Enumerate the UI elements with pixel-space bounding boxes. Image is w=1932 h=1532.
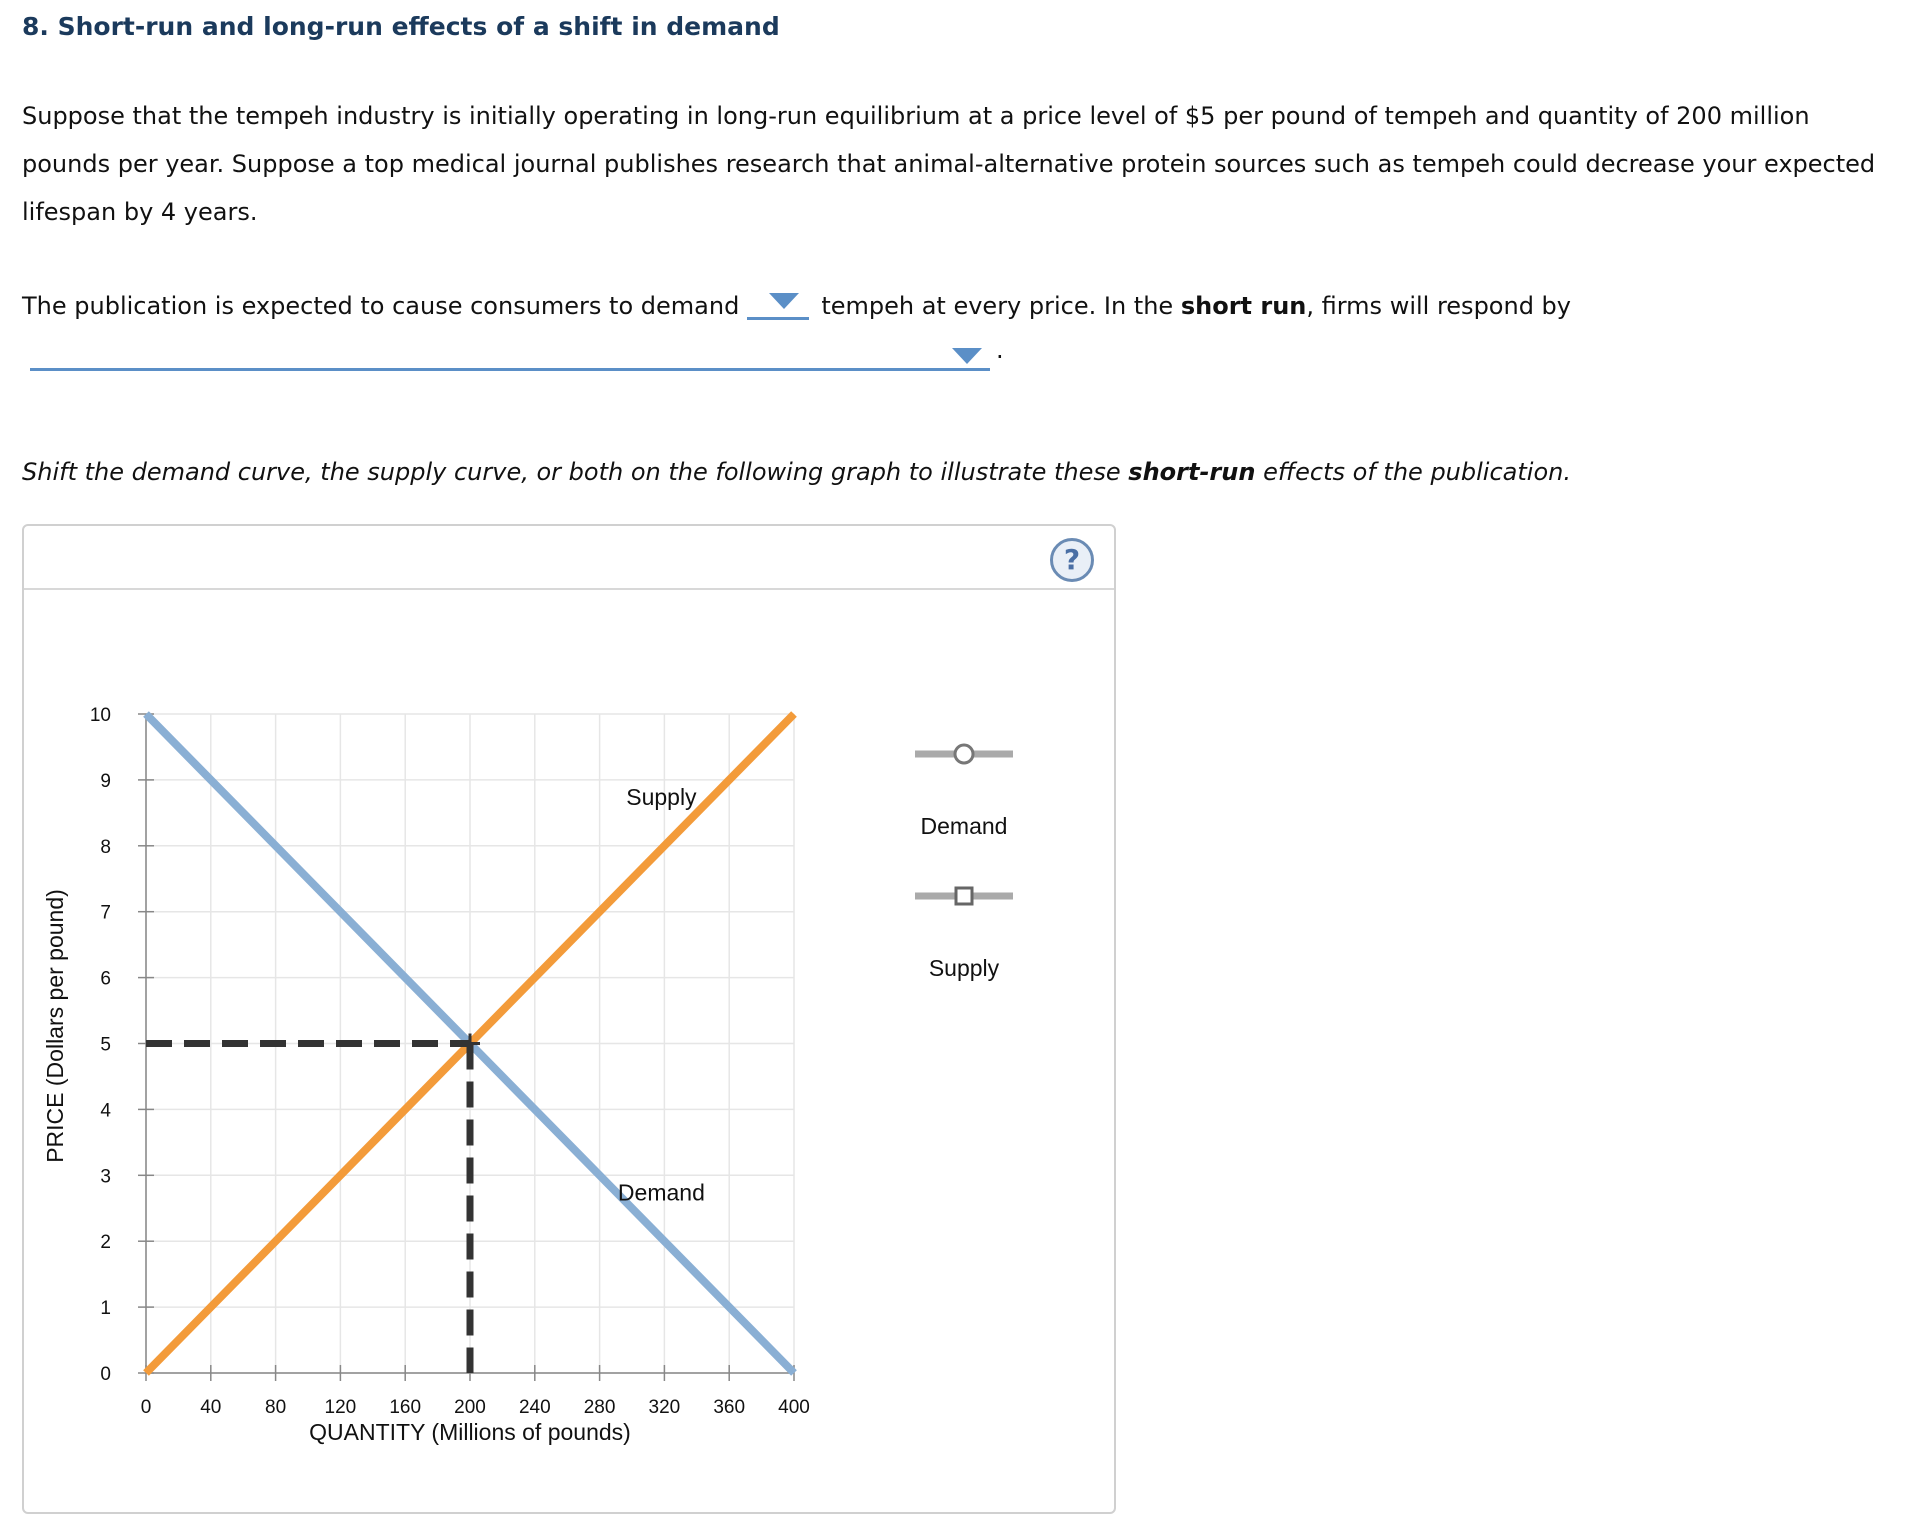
legend-item-supply[interactable] (915, 888, 1013, 981)
page-title: 8. Short-run and long-run effects of a shift in demand (22, 12, 780, 41)
y-tick-label: 1 (100, 1298, 111, 1320)
help-icon[interactable]: ? (1050, 538, 1094, 582)
y-tick-label: 4 (100, 1100, 111, 1122)
demand-curve-label: Demand (617, 1179, 705, 1206)
legend-label: Demand (920, 813, 1008, 839)
x-tick-label: 240 (518, 1397, 551, 1418)
x-tick-label: 320 (648, 1397, 681, 1418)
legend-label: Supply (928, 955, 1000, 981)
x-tick-label: 80 (265, 1397, 287, 1418)
x-tick-label: 280 (583, 1397, 616, 1418)
x-axis-label: QUANTITY (Millions of pounds) (309, 1419, 631, 1445)
legend-item-demand[interactable] (915, 745, 1013, 839)
question-end-period: . (996, 336, 1004, 364)
instruction-text-1: Shift the demand curve, the supply curve, or both on the following graph to illustrate these (22, 458, 1121, 486)
question-text-2: tempeh at every price. In the (821, 292, 1174, 320)
y-tick-label: 10 (89, 705, 111, 726)
question-bold-text: short run (1180, 292, 1307, 320)
y-tick-label: 6 (100, 968, 111, 990)
x-tick-label: 360 (713, 1397, 746, 1418)
x-tick-label: 120 (324, 1397, 357, 1418)
x-tick-label: 0 (140, 1397, 152, 1418)
x-tick-label: 400 (778, 1397, 810, 1418)
y-tick-label: 9 (100, 770, 111, 792)
scenario-paragraph: Suppose that the tempeh industry is initially operating in long-run equilibrium at a price level of $5 per pound of tempeh and quantity of 200 million pounds per year. Suppose a top medical journal publishes research that animal-alternative protein sources such as tempeh could decrease your expected lifespan by 4 years. (22, 102, 1876, 226)
square-marker-icon (956, 888, 972, 904)
y-tick-label: 0 (100, 1364, 111, 1385)
legend (915, 745, 1013, 981)
y-tick-label: 3 (100, 1166, 111, 1188)
y-tick-label: 5 (100, 1034, 111, 1056)
x-tick-label: 200 (454, 1397, 486, 1418)
circle-marker-icon (955, 745, 973, 763)
y-tick-label: 7 (100, 902, 111, 924)
question-text-3: , firms will respond by (1306, 292, 1571, 320)
y-tick-label: 2 (100, 1232, 111, 1254)
y-axis-label: PRICE (Dollars per pound) (42, 889, 68, 1163)
x-tick-label: 160 (389, 1397, 422, 1418)
instruction-bold-text: short-run (1128, 458, 1256, 486)
instruction-text-2: effects of the publication. (1263, 458, 1571, 486)
supply-curve-label: Supply (626, 783, 697, 810)
x-tick-label: 40 (200, 1397, 222, 1418)
y-tick-label: 8 (100, 836, 111, 858)
question-text-1: The publication is expected to cause consumers to demand (22, 292, 740, 320)
